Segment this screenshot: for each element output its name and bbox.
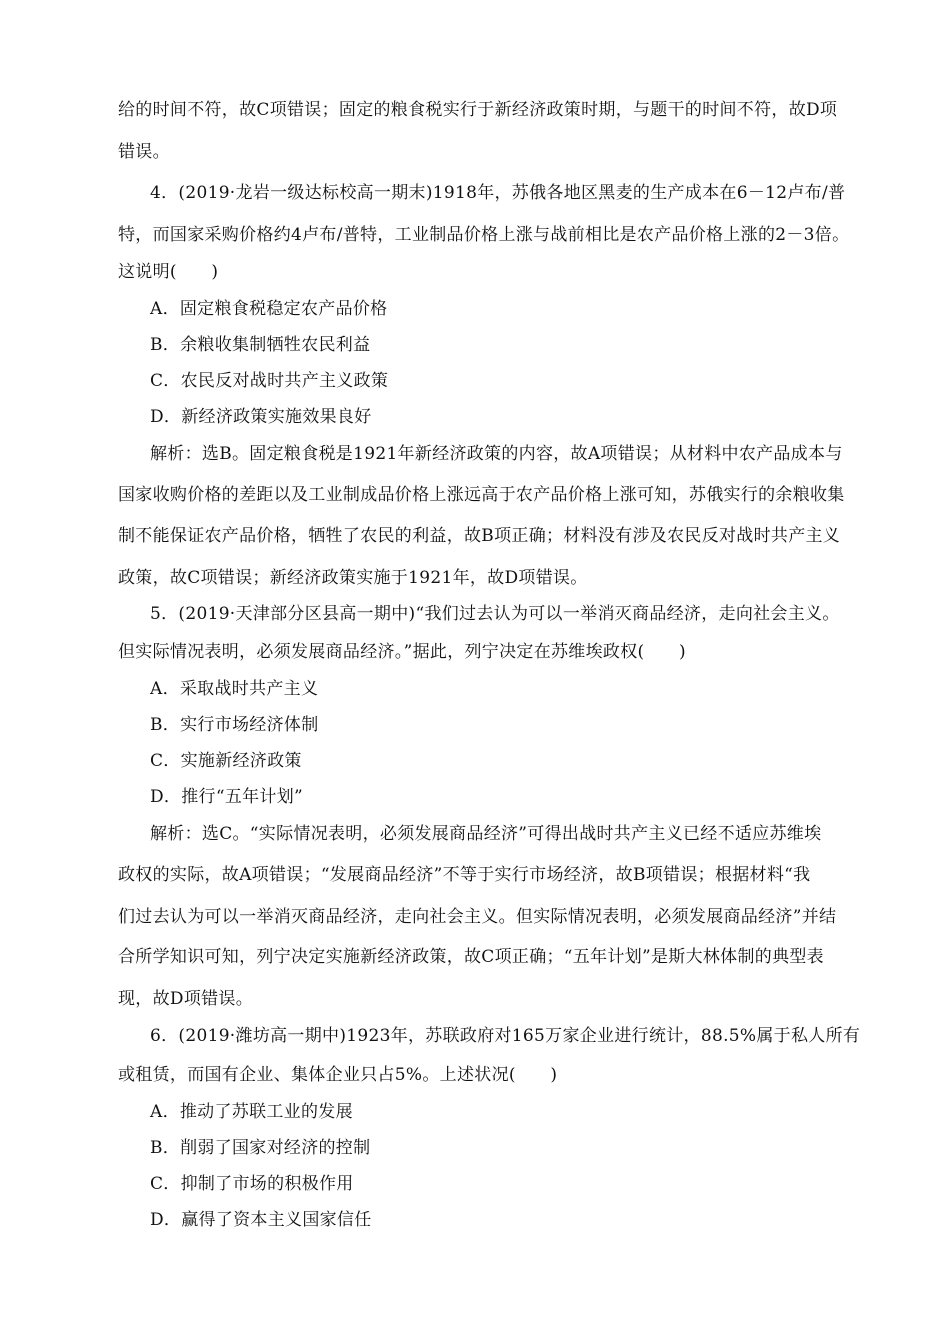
text-line: 们过去认为可以一举消灭商品经济，走向社会主义。但实际情况表明，必须发展商品经济”并结 [118, 907, 837, 927]
option-b: B．实行市场经济体制 [150, 715, 319, 735]
option-d: D．推行“五年计划” [150, 787, 304, 807]
text-line: 政策，故C项错误；新经济政策实施于1921年，故D项错误。 [118, 568, 588, 588]
option-a: A．采取战时共产主义 [150, 679, 319, 699]
text-line: 或租赁，而国有企业、集体企业只占5%。上述状况( ) [118, 1065, 558, 1085]
text-line: 制不能保证农产品价格，牺牲了农民的利益，故B项正确；材料没有涉及农民反对战时共产主义 [118, 526, 841, 546]
text-line: 特，而国家采购价格约4卢布/普特，工业制品价格上涨与战前相比是农产品价格上涨的2－3倍。 [118, 225, 850, 245]
option-c: C．抑制了市场的积极作用 [150, 1174, 354, 1194]
question-5-stem: 5．(2019·天津部分区县高一期中)“我们过去认为可以一举消灭商品经济，走向社会主义。 [150, 604, 840, 624]
option-a: A．推动了苏联工业的发展 [150, 1102, 353, 1122]
text-line: 但实际情况表明，必须发展商品经济。”据此，列宁决定在苏维埃政权( ) [118, 642, 686, 662]
analysis-4: 解析：选B。固定粮食税是1921年新经济政策的内容，故A项错误；从材料中农产品成本与 [150, 444, 843, 464]
text-line: 政权的实际，故A项错误；“发展商品经济”不等于实行市场经济，故B项错误；根据材料“我 [118, 865, 811, 885]
option-d: D．新经济政策实施效果良好 [150, 407, 372, 427]
text-line: 现，故D项错误。 [118, 989, 254, 1009]
text-line: 错误。 [118, 142, 170, 162]
option-c: C．农民反对战时共产主义政策 [150, 371, 389, 391]
option-c: C．实施新经济政策 [150, 751, 302, 771]
text-line: 合所学知识可知，列宁决定实施新经济政策，故C项正确；“五年计划”是斯大林体制的典型表 [118, 947, 824, 967]
option-b: B．削弱了国家对经济的控制 [150, 1138, 371, 1158]
option-d: D．赢得了资本主义国家信任 [150, 1210, 372, 1230]
analysis-5: 解析：选C。“实际情况表明，必须发展商品经济”可得出战时共产主义已经不适应苏维埃 [150, 824, 822, 844]
text-line: 这说明( ) [118, 262, 219, 282]
option-a: A．固定粮食税稳定农产品价格 [150, 299, 388, 319]
question-6-stem: 6．(2019·潍坊高一期中)1923年，苏联政府对165万家企业进行统计，88.5%属于私人所有 [150, 1026, 861, 1046]
option-b: B．余粮收集制牺牲农民利益 [150, 335, 371, 355]
text-line: 国家收购价格的差距以及工业制成品价格上涨远高于农产品价格上涨可知，苏俄实行的余粮收集 [118, 485, 845, 505]
text-line: 给的时间不符，故C项错误；固定的粮食税实行于新经济政策时期，与题干的时间不符，故D项 [118, 100, 838, 120]
question-4-stem: 4．(2019·龙岩一级达标校高一期末)1918年，苏俄各地区黑麦的生产成本在6－12卢布/普 [150, 183, 846, 203]
